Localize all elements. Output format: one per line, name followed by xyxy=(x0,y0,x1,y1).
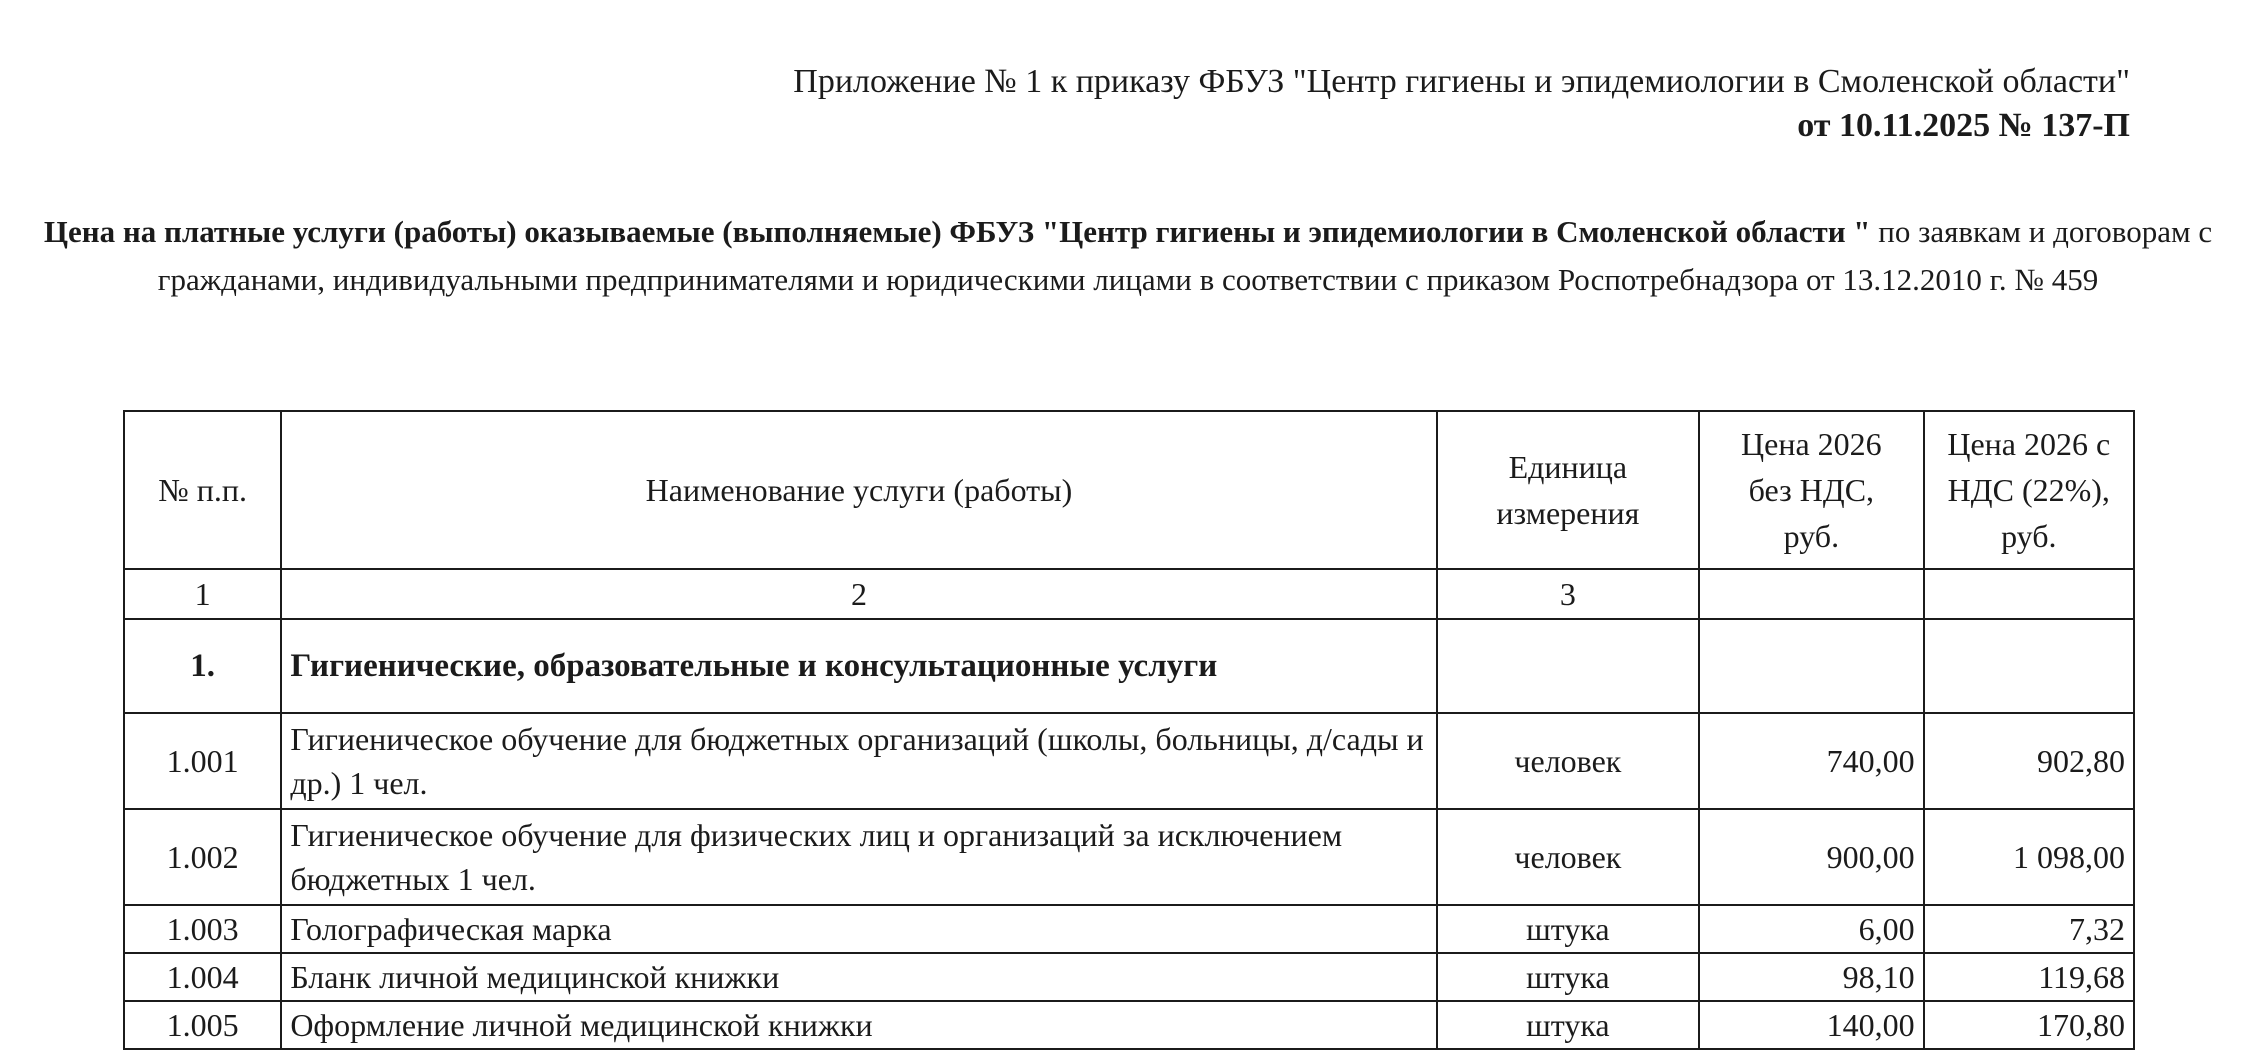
header-price xyxy=(1699,411,1923,569)
column-number: 2 xyxy=(281,569,1436,619)
row-unit: штука xyxy=(1437,905,1700,953)
column-number: 3 xyxy=(1437,569,1700,619)
row-name: Гигиеническое обучение для бюджетных организаций (школы, больницы, д/сады и др.) 1 чел. xyxy=(281,713,1436,809)
row-name: Голографическая марка xyxy=(281,905,1436,953)
row-num: 1.004 xyxy=(124,953,281,1001)
empty-cell xyxy=(1437,619,1700,713)
appendix-line-2: от 10.11.2025 № 137-П xyxy=(1797,107,2130,144)
row-price-vat: 1 098,00 xyxy=(1924,809,2134,905)
header-unit xyxy=(1437,411,1700,569)
header-unit-line: измерения xyxy=(1496,495,1640,531)
row-num: 1.001 xyxy=(124,713,281,809)
section-num: 1. xyxy=(124,619,281,713)
row-unit: человек xyxy=(1437,809,1700,905)
document-title-rest: по заявкам и договорам с гражданами, индивидуальными предпринимателями и юридическими лицами в соответствии с приказом Роспотребнадзора от 13.12.2010 г. № 459 xyxy=(157,214,2213,297)
column-number: 1 xyxy=(124,569,281,619)
row-name: Оформление личной медицинской книжки xyxy=(281,1001,1436,1049)
header-price-vat-line: Цена 2026 с xyxy=(1947,426,2111,462)
row-price: 98,10 xyxy=(1699,953,1923,1001)
row-num: 1.002 xyxy=(124,809,281,905)
document-title-bold: Цена на платные услуги (работы) оказываемые (выполняемые) ФБУЗ "Центр гигиены и эпидемиологии в Смоленской области " xyxy=(43,214,1871,249)
row-price: 740,00 xyxy=(1699,713,1923,809)
header-price-vat-line: НДС (22%), xyxy=(1947,472,2110,508)
section-row xyxy=(124,619,2134,713)
appendix-header xyxy=(793,60,2130,148)
row-name: Бланк личной медицинской книжки xyxy=(281,953,1436,1001)
header-price-line: Цена 2026 xyxy=(1741,426,1882,462)
header-name: Наименование услуги (работы) xyxy=(281,411,1436,569)
row-price-vat: 170,80 xyxy=(1924,1001,2134,1049)
header-price-line: без НДС, xyxy=(1748,472,1875,508)
appendix-line-1: Приложение № 1 к приказу ФБУЗ "Центр гигиены и эпидемиологии в Смоленской области" xyxy=(793,63,2130,100)
section-name: Гигиенические, образовательные и консультационные услуги xyxy=(281,619,1436,713)
header-num: № п.п. xyxy=(124,411,281,569)
row-unit: штука xyxy=(1437,1001,1700,1049)
row-price-vat: 7,32 xyxy=(1924,905,2134,953)
table-row xyxy=(124,953,2134,1001)
header-unit-line: Единица xyxy=(1508,449,1628,485)
row-num: 1.003 xyxy=(124,905,281,953)
table-header-row xyxy=(124,411,2134,569)
row-price: 900,00 xyxy=(1699,809,1923,905)
empty-cell xyxy=(1924,619,2134,713)
price-table xyxy=(123,410,2135,1050)
table-row xyxy=(124,809,2134,905)
empty-cell xyxy=(1699,619,1923,713)
row-price-vat: 119,68 xyxy=(1924,953,2134,1001)
header-price-vat xyxy=(1924,411,2134,569)
column-number xyxy=(1924,569,2134,619)
column-number xyxy=(1699,569,1923,619)
table-row xyxy=(124,713,2134,809)
row-price: 140,00 xyxy=(1699,1001,1923,1049)
table-row xyxy=(124,905,2134,953)
row-price: 6,00 xyxy=(1699,905,1923,953)
row-unit: штука xyxy=(1437,953,1700,1001)
row-unit: человек xyxy=(1437,713,1700,809)
header-price-vat-line: руб. xyxy=(2001,518,2057,554)
row-num: 1.005 xyxy=(124,1001,281,1049)
document-title xyxy=(0,208,2256,304)
table-row xyxy=(124,1001,2134,1049)
column-number-row xyxy=(124,569,2134,619)
row-price-vat: 902,80 xyxy=(1924,713,2134,809)
header-price-line: руб. xyxy=(1783,518,1840,554)
row-name: Гигиеническое обучение для физических лиц и организаций за исключением бюджетных 1 чел. xyxy=(281,809,1436,905)
